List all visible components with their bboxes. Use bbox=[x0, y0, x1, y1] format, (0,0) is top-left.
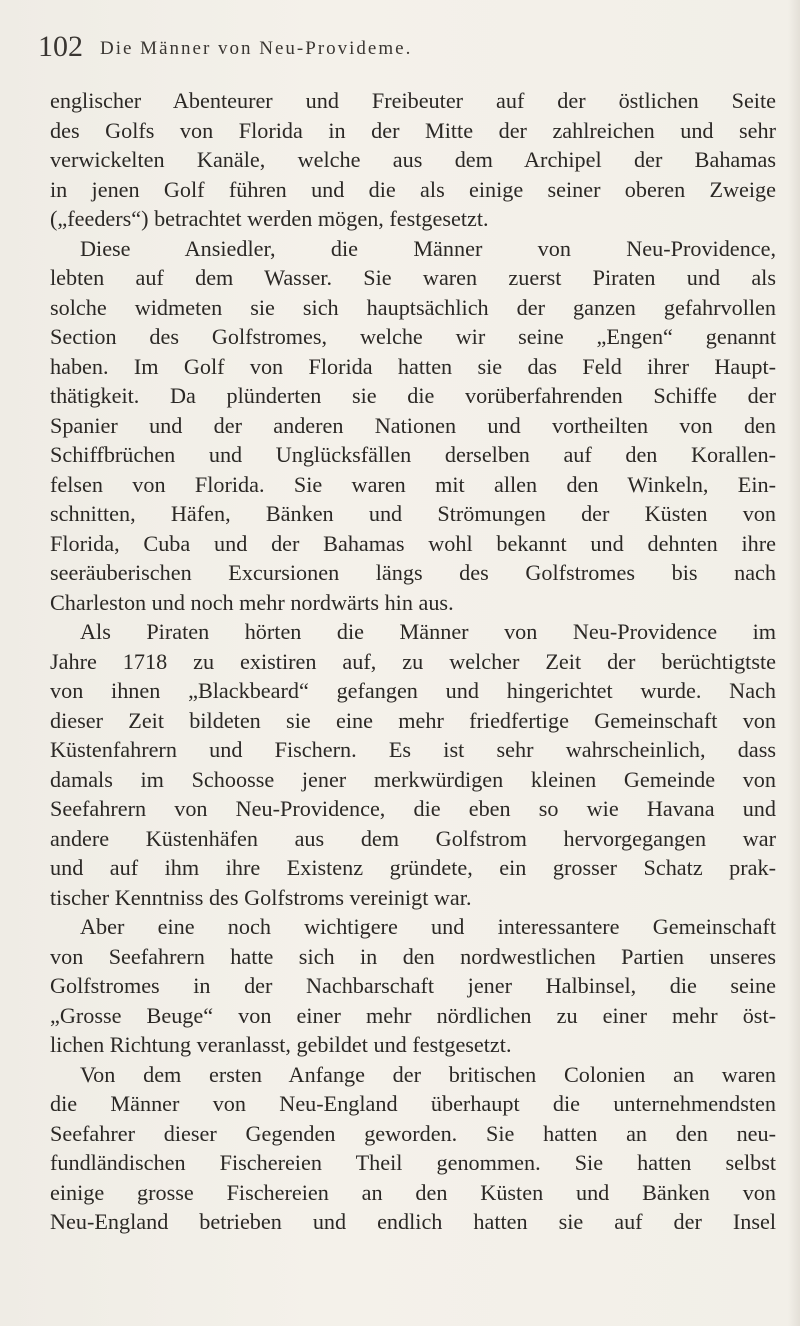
text-line: Section des Golfstromes, welche wir seine „Engen“ genannt bbox=[50, 324, 776, 349]
text-line: Schiffbrüchen und Unglücksfällen derselben auf den Korallen- bbox=[50, 442, 776, 467]
text-line: dieser Zeit bildeten sie eine mehr friedfertige Gemeinschaft von bbox=[50, 707, 776, 733]
text-line: von Seefahrern hatte sich in den nordwestlichen Partien unseres bbox=[50, 943, 776, 969]
text-line: in jenen Golf führen und die als einige seiner oberen Zweige bbox=[50, 176, 776, 202]
running-title: Die Männer von Neu-Provideme. bbox=[100, 38, 413, 59]
text-line: Als Piraten hörten die Männer von Neu-Providence im bbox=[80, 619, 776, 644]
text-line: felsen von Florida. Sie waren mit allen den Winkeln, Ein- bbox=[50, 471, 776, 497]
text-line: Von dem ersten Anfange der britischen Colonien an waren bbox=[80, 1061, 776, 1087]
text-line: lebten auf dem Wasser. Sie waren zuerst Piraten und als bbox=[50, 265, 776, 290]
text-line: solche widmeten sie sich hauptsächlich der ganzen gefahrvollen bbox=[50, 294, 776, 320]
text-line: von ihnen „Blackbeard“ gefangen und hingerichtet wurde. Nach bbox=[50, 678, 776, 703]
page-number: 102 bbox=[38, 30, 83, 63]
text-line: Diese Ansiedler, die Männer von Neu-Providence, bbox=[80, 235, 776, 261]
text-line: schnitten, Häfen, Bänken und Strömungen der Küsten von bbox=[50, 501, 776, 526]
text-line: haben. Im Golf von Florida hatten sie das Feld ihrer Haupt- bbox=[50, 353, 776, 379]
text-line: Seefahrer dieser Gegenden geworden. Sie hatten an den neu- bbox=[50, 1120, 776, 1146]
text-line: „Grosse Beuge“ von einer mehr nördlichen zu einer mehr öst- bbox=[50, 1002, 776, 1028]
text-line: des Golfs von Florida in der Mitte der zahlreichen und sehr bbox=[50, 117, 776, 143]
text-line: Charleston und noch mehr nordwärts hin aus. bbox=[50, 589, 454, 615]
text-line: seeräuberischen Excursionen längs des Golfstromes bis nach bbox=[50, 560, 776, 585]
text-line: und auf ihm ihre Existenz gründete, ein grosser Schatz prak- bbox=[50, 855, 776, 880]
text-line: Florida, Cuba und der Bahamas wohl bekannt und dehnten ihre bbox=[50, 530, 776, 556]
text-line: thätigkeit. Da plünderten sie die vorüberfahrenden Schiffe der bbox=[50, 383, 776, 408]
text-line: damals im Schoosse jener merkwürdigen kleinen Gemeinde von bbox=[50, 766, 776, 792]
text-line: („feeders“) betrachtet werden mögen, festgesetzt. bbox=[50, 206, 489, 231]
text-line: fundländischen Fischereien Theil genommen. Sie hatten selbst bbox=[50, 1150, 776, 1175]
text-line: Neu-England betrieben und endlich hatten sie auf der Insel bbox=[50, 1209, 776, 1234]
text-line: Seefahrern von Neu-Providence, die eben so wie Havana und bbox=[50, 796, 776, 821]
text-line: die Männer von Neu-England überhaupt die unternehmendsten bbox=[50, 1091, 776, 1116]
page-header bbox=[38, 30, 738, 70]
text-line: Küstenfahrern und Fischern. Es ist sehr wahrscheinlich, dass bbox=[50, 737, 776, 762]
text-line: lichen Richtung veranlasst, gebildet und festgesetzt. bbox=[50, 1032, 512, 1057]
text-line: Golfstromes in der Nachbarschaft jener Halbinsel, die seine bbox=[50, 973, 776, 998]
body-text bbox=[50, 86, 776, 1237]
text-line: andere Küstenhäfen aus dem Golfstrom hervorgegangen war bbox=[50, 825, 776, 851]
text-line: Aber eine noch wichtigere und interessantere Gemeinschaft bbox=[80, 914, 776, 939]
text-line: tischer Kenntniss des Golfstroms vereinigt war. bbox=[50, 884, 472, 910]
text-line: einige grosse Fischereien an den Küsten und Bänken von bbox=[50, 1179, 776, 1205]
page-edge-shadow bbox=[788, 0, 800, 1326]
text-line: englischer Abenteurer und Freibeuter auf der östlichen Seite bbox=[50, 88, 776, 113]
text-line: Spanier und der anderen Nationen und vortheilten von den bbox=[50, 412, 776, 438]
text-line: Jahre 1718 zu existiren auf, zu welcher Zeit der berüchtigtste bbox=[50, 648, 776, 674]
text-line: verwickelten Kanäle, welche aus dem Archipel der Bahamas bbox=[50, 147, 776, 172]
